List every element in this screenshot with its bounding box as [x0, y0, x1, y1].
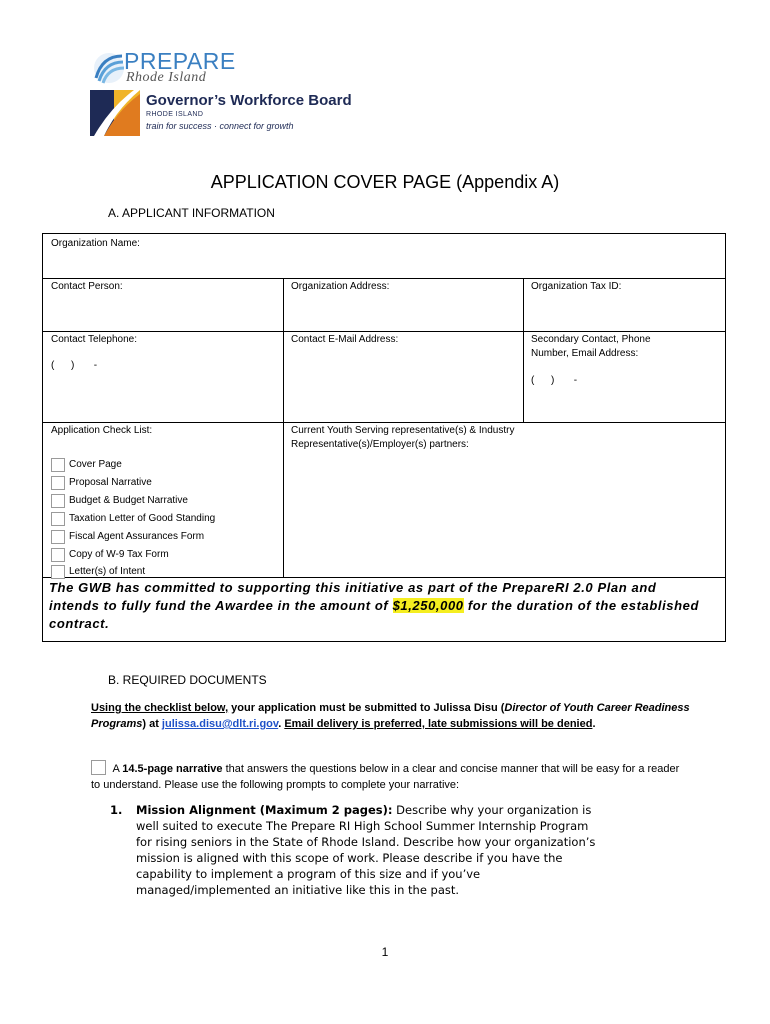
org-name-field[interactable]	[43, 250, 725, 277]
checklist-item[interactable]	[51, 456, 122, 473]
gwb-logo-icon	[90, 90, 140, 136]
narrative-requirement: A 14.5-page narrative that answers the questions below in a clear and concise manner that will be easy for a reader to understand. Please use the following prompts to complete your narrative:	[91, 760, 691, 793]
prompt-text: Mission Alignment (Maximum 2 pages): Describe why your organization is well suited to execute The Prepare RI High School Summer Internship Program for rising seniors in the State of Rhode Island. Describe how your organization’s mission is aligned with this scope of work. Please describe if you have the capability to implement a program of this size and if you’ve managed/implemented an initiative like this in the past.	[136, 803, 596, 897]
secondary-phone-field[interactable]: ( ) -	[531, 375, 578, 386]
checkbox-icon[interactable]	[51, 476, 65, 490]
secondary-contact-label-1: Secondary Contact, Phone	[531, 334, 651, 345]
secondary-contact-label-2: Number, Email Address:	[531, 348, 639, 359]
prepare-logo-word: PREPARE	[124, 48, 236, 74]
contact-email-label: Contact E-Mail Address:	[291, 334, 399, 345]
section-b-heading: B. REQUIRED DOCUMENTS	[108, 673, 267, 687]
checklist-item[interactable]	[51, 528, 204, 545]
funding-commitment: The GWB has committed to supporting this initiative as part of the PrepareRI 2.0 Plan and intends to fully fund the Awardee in the amount of $1,250,000 for the duration of the established contract.	[49, 580, 700, 631]
contact-phone-label: Contact Telephone:	[51, 334, 137, 345]
email-link[interactable]: julissa.disu@dlt.ri.gov	[161, 718, 279, 730]
checklist-item-label: Copy of W-9 Tax Form	[69, 549, 169, 560]
checkbox-icon[interactable]	[51, 530, 65, 544]
prepare-logo-sub: Rhode Island	[126, 70, 207, 85]
partners-label-1: Current Youth Serving representative(s) & Industry	[291, 425, 515, 436]
checklist-item-label: Proposal Narrative	[69, 477, 152, 488]
applicant-info-form	[42, 233, 726, 642]
checklist-item-label: Fiscal Agent Assurances Form	[69, 531, 205, 542]
org-address-label: Organization Address:	[291, 281, 390, 292]
org-name-label: Organization Name:	[51, 238, 140, 249]
gwb-logo-title: Governor’s Workforce Board	[146, 92, 352, 109]
prompt-number: 1.	[110, 803, 123, 817]
page-title: APPLICATION COVER PAGE (Appendix A)	[210, 172, 560, 192]
checklist-item[interactable]	[51, 563, 145, 580]
checkbox-icon[interactable]	[51, 548, 65, 562]
checkbox-icon[interactable]	[51, 565, 65, 579]
checkbox-icon[interactable]	[51, 458, 65, 472]
checklist-item[interactable]	[51, 546, 169, 563]
checkbox-icon[interactable]	[51, 512, 65, 526]
checklist-item[interactable]	[51, 492, 188, 509]
gwb-logo-tagline: train for success · connect for growth	[146, 121, 294, 131]
gwb-logo-state: RHODE ISLAND	[146, 111, 204, 118]
checklist-item-label: Taxation Letter of Good Standing	[69, 513, 216, 524]
contact-phone-field[interactable]: ( ) -	[51, 360, 98, 371]
checklist-label: Application Check List:	[51, 425, 153, 436]
prepare-logo-icon	[92, 50, 126, 86]
funding-amount: $1,250,000	[392, 598, 464, 613]
section-a-heading: A. APPLICANT INFORMATION	[108, 206, 275, 220]
checklist-item[interactable]	[51, 510, 215, 527]
checklist-item-label: Cover Page	[69, 459, 122, 470]
contact-person-label: Contact Person:	[51, 281, 123, 292]
checkbox-icon[interactable]	[91, 760, 106, 775]
checklist-item-label: Letter(s) of Intent	[69, 566, 146, 577]
page-number: 1	[381, 945, 389, 959]
submission-instructions: Using the checklist below, your application must be submitted to Julissa Disu (Director of Youth Career Readiness Programs) at julissa.disu@dlt.ri.gov. Email delivery is preferred, late submissions will be denied.	[91, 702, 690, 730]
org-tax-id-label: Organization Tax ID:	[531, 281, 622, 292]
checklist-item-label: Budget & Budget Narrative	[69, 495, 188, 506]
partners-label-2: Representative(s)/Employer(s) partners:	[291, 439, 469, 450]
checkbox-icon[interactable]	[51, 494, 65, 508]
checklist-item[interactable]	[51, 474, 152, 491]
